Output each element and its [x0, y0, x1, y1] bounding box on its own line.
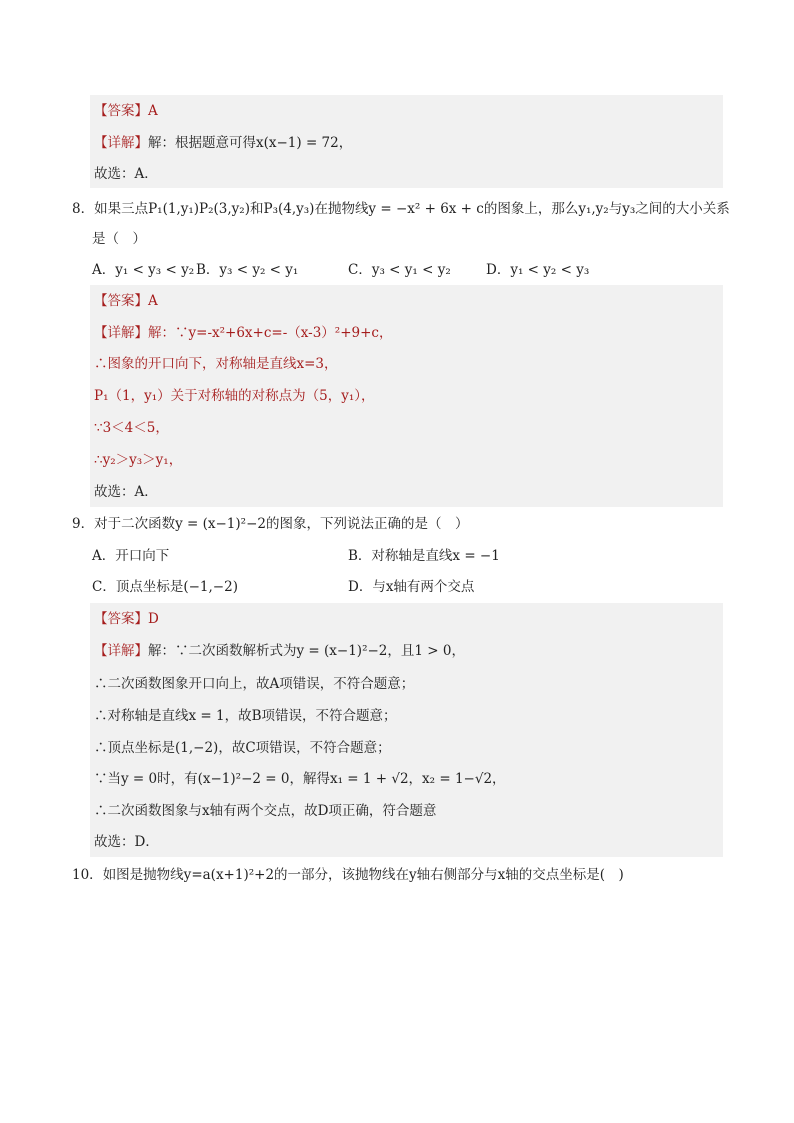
question-number: 9．: [72, 516, 95, 532]
detail-step: ∴图象的开口向下，对称轴是直线x=3，: [94, 356, 338, 372]
detail-text: 解：根据题意可得x(x−1) = 72，: [148, 135, 353, 151]
detail-step: ∴对称轴是直线x = 1，故B项错误，不符合题意；: [94, 708, 397, 724]
q7-conclusion: 故选：A．: [94, 166, 158, 182]
q8-option-c: C．y₃ < y₁ < y₂: [348, 262, 451, 278]
q8-stem-line1: [72, 200, 730, 218]
detail-step: P₁（1，y₁）关于对称轴的对称点为（5，y₁），: [94, 388, 375, 404]
question-number: 10．: [72, 867, 103, 883]
q8-conclusion: 故选：A．: [94, 484, 158, 500]
q9-option-d: D．与x轴有两个交点: [348, 579, 475, 595]
q9-option-b: B．对称轴是直线x = −1: [348, 548, 500, 564]
detail-tag: 【详解】: [94, 135, 148, 151]
question-stem: 对于二次函数y = (x−1)²−2的图象，下列说法正确的是（ ）: [94, 516, 469, 532]
detail-step: ∴顶点坐标是(1,−2)，故C项错误，不符合题意；: [94, 740, 391, 756]
detail-text: 解：∵二次函数解析式为y = (x−1)²−2，且1 > 0，: [148, 643, 465, 659]
q7-detail-line: [94, 134, 352, 152]
detail-step: 解：∵y=-x²+6x+c=-（x-3）²+9+c，: [148, 325, 393, 341]
q8-stem-line2: 是（ ）: [92, 231, 146, 247]
q9-stem: [72, 515, 468, 533]
q9-answer-line: [94, 610, 159, 628]
detail-step: ∴y₂＞y₃＞y₁，: [94, 452, 183, 468]
q9-detail-line: [94, 642, 465, 660]
question-stem: 如果三点P₁(1,y₁)P₂(3,y₂)和P₃(4,y₃)在抛物线y = −x² + 6x + c的图象上，那么y₁,y₂与y₃之间的大小关系: [94, 201, 730, 217]
q10-stem: [72, 866, 624, 884]
q9-conclusion: 故选：D．: [94, 834, 159, 850]
q9-option-a: A．开口向下: [92, 548, 170, 564]
answer-tag: 【答案】: [94, 103, 148, 119]
answer-value: A: [148, 103, 158, 119]
detail-step: ∵3＜4＜5，: [94, 420, 169, 436]
q7-answer-line: [94, 102, 158, 120]
detail-step: ∵当y = 0时，有(x−1)²−2 = 0，解得x₁ = 1 + √2，x₂ = 1−√2，: [94, 771, 506, 787]
answer-value: A: [148, 293, 158, 309]
answer-tag: 【答案】: [94, 611, 148, 627]
question-stem: 如图是抛物线y=a(x+1)²+2的一部分，该抛物线在y轴右侧部分与x轴的交点坐标是( ): [102, 867, 624, 883]
detail-step: ∴二次函数图象与x轴有两个交点，故D项正确，符合题意: [94, 803, 437, 819]
q8-option-a: A．y₁ < y₃ < y₂: [92, 262, 195, 278]
detail-step: ∴二次函数图象开口向上，故A项错误，不符合题意；: [94, 676, 415, 692]
q9-answer-block: [90, 603, 723, 857]
answer-tag: 【答案】: [94, 293, 148, 309]
q8-answer-block: [90, 285, 723, 507]
q8-answer-line: [94, 292, 158, 310]
detail-tag: 【详解】: [94, 643, 148, 659]
q9-option-c: C．顶点坐标是(−1,−2): [92, 579, 238, 595]
q8-option-b: B．y₃ < y₂ < y₁: [196, 262, 299, 278]
question-number: 8．: [72, 201, 95, 217]
q8-option-d: D．y₁ < y₂ < y₃: [486, 262, 590, 278]
q8-detail-line: [94, 324, 393, 342]
q7-answer-block: [90, 95, 723, 188]
detail-tag: 【详解】: [94, 325, 148, 341]
answer-value: D: [148, 611, 159, 627]
